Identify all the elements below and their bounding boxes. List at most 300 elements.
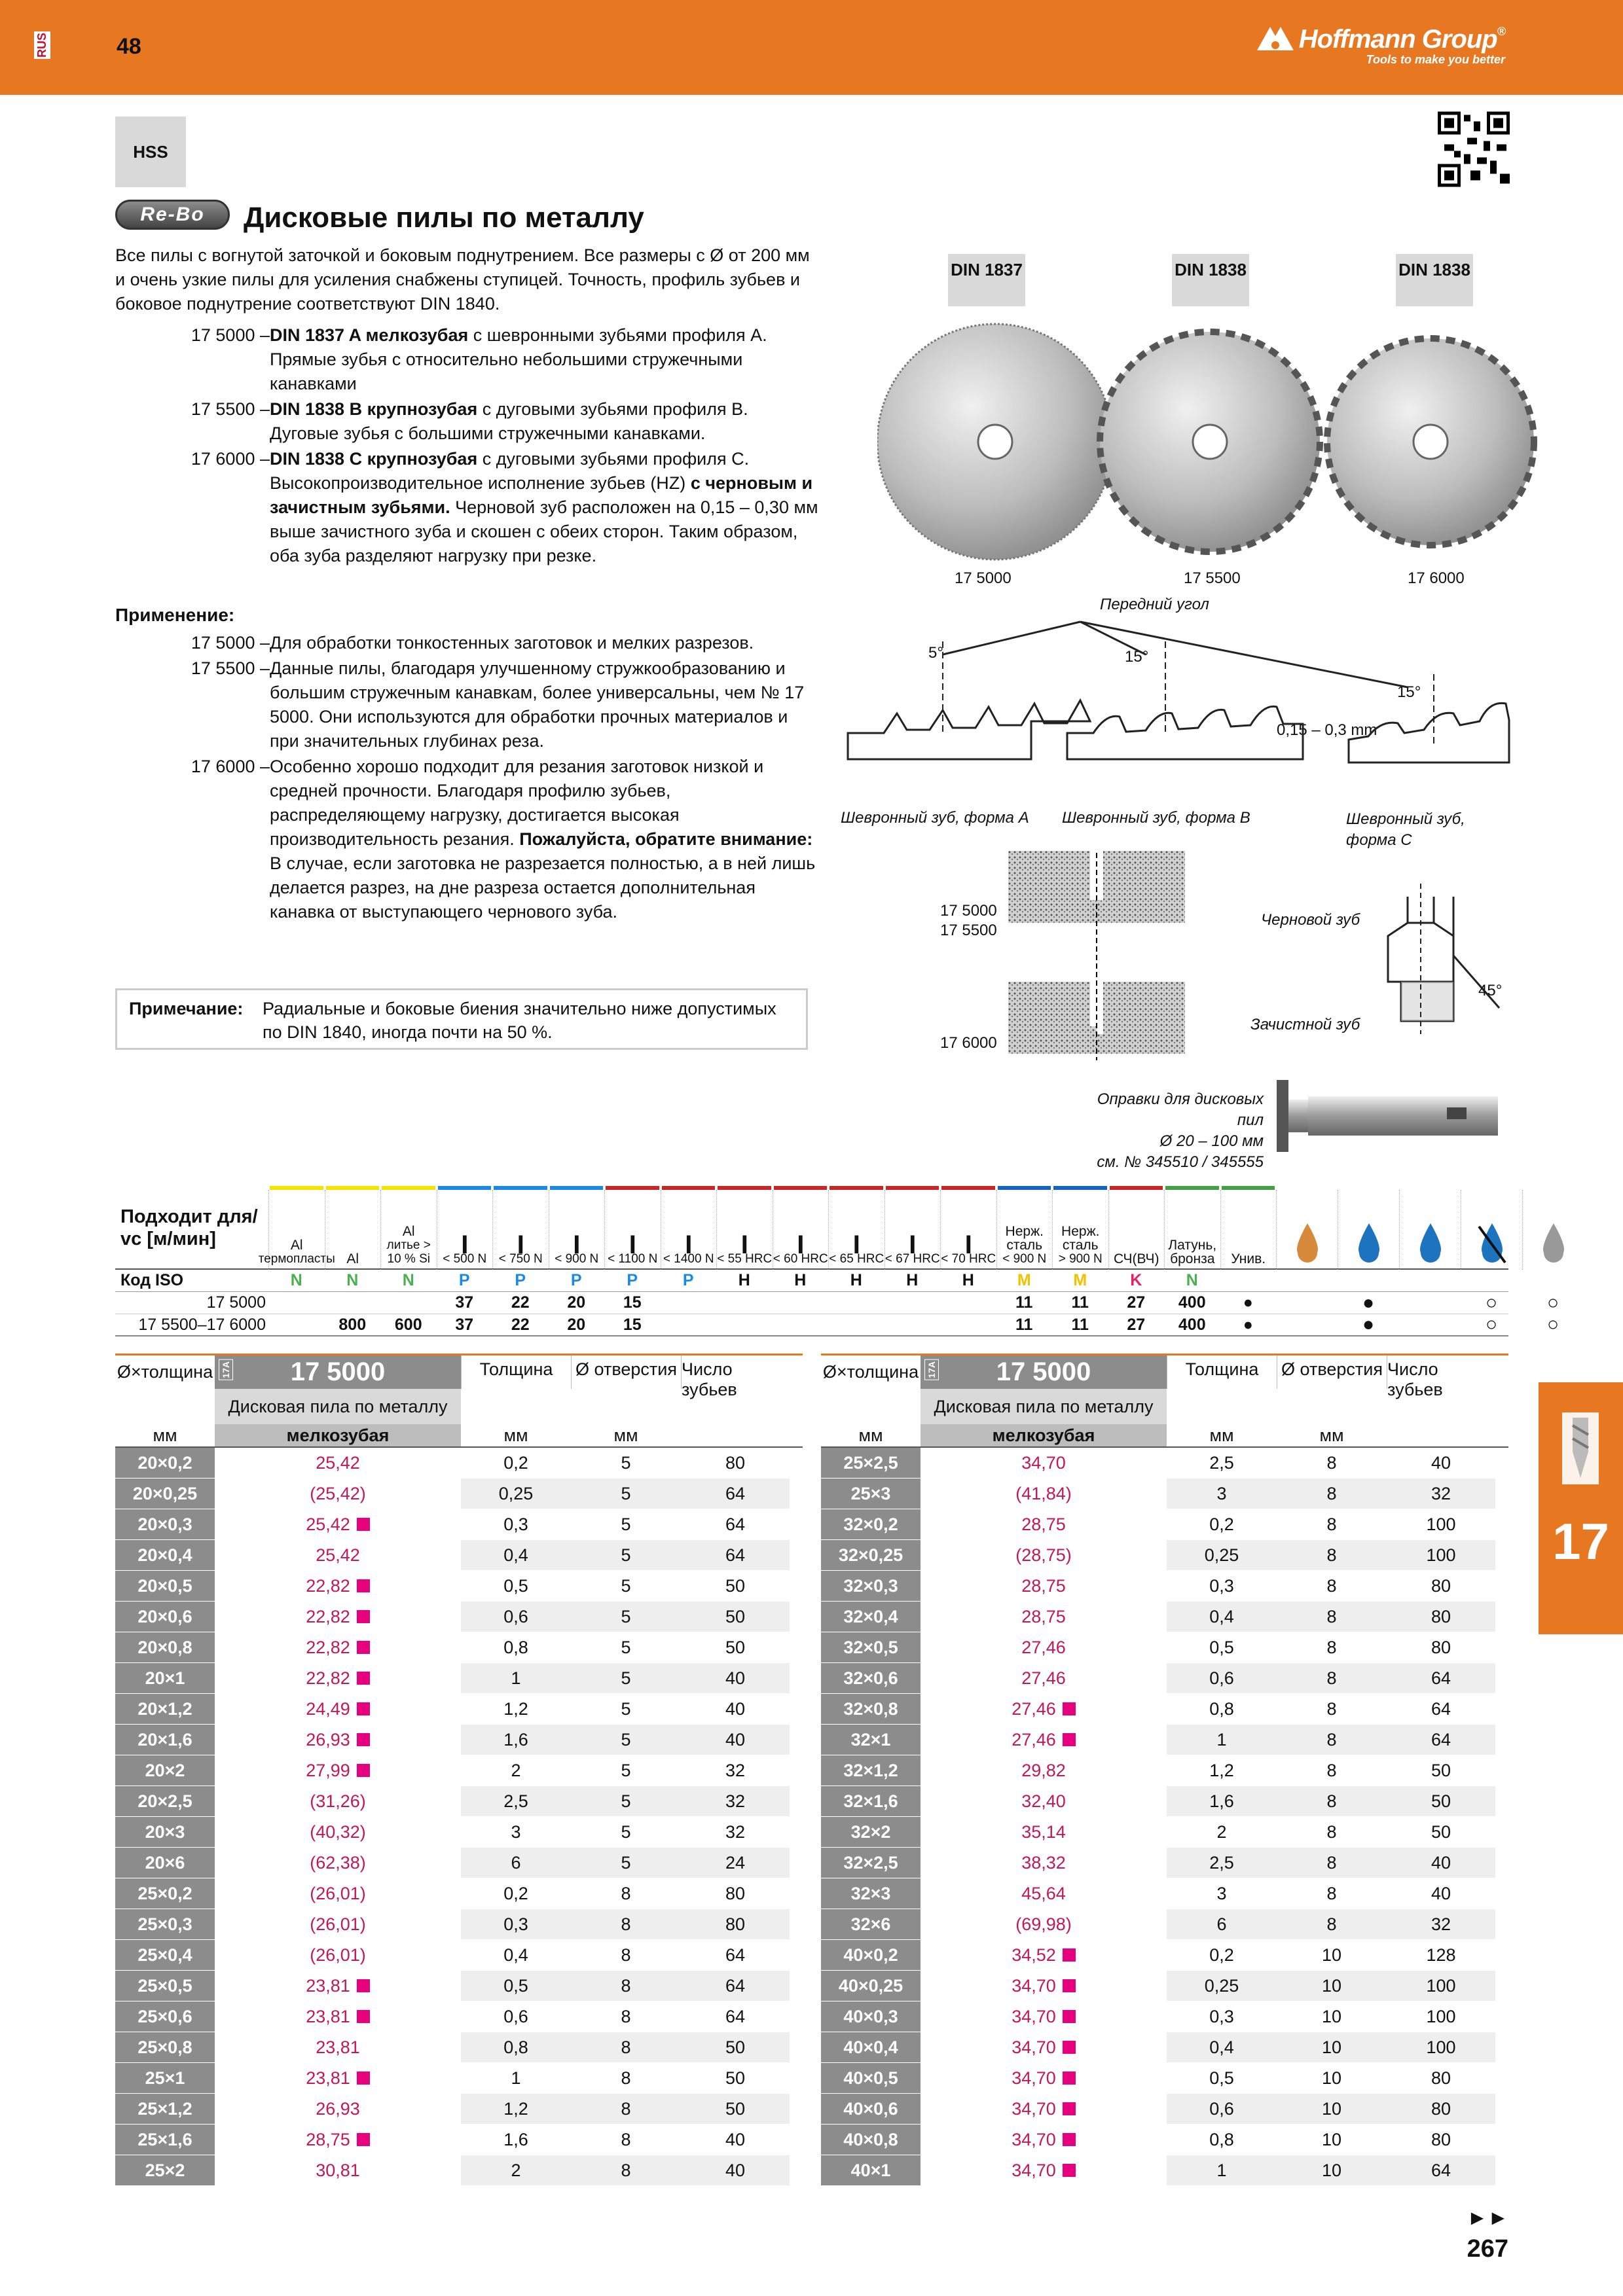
page-number: 267	[1467, 2235, 1508, 2263]
material-column-header	[716, 1190, 773, 1270]
price-value: 28,75	[306, 2129, 350, 2149]
teeth-cell: 80	[1387, 2094, 1495, 2124]
thickness-cell: 2,5	[1167, 1848, 1277, 1878]
thickness-cell: 0,2	[1209, 1514, 1234, 1534]
next-page-arrows[interactable]: ►►	[1467, 2206, 1508, 2229]
table-row	[115, 1878, 803, 1909]
cutting-speed-value: 27	[1127, 1315, 1146, 1334]
thickness-cell: 0,3	[461, 1909, 571, 1939]
iso-code: K	[1130, 1271, 1142, 1289]
thickness-cell: 6	[1167, 1909, 1277, 1939]
iso-code-row	[115, 1270, 1508, 1292]
size-cell: 25×1,6	[115, 2125, 215, 2155]
col-product	[921, 1355, 1167, 1389]
cutting-speed-value: 20	[567, 1315, 586, 1334]
material-spec: < 900 N	[1002, 1252, 1047, 1266]
table-subheader	[821, 1389, 1508, 1424]
material-column-header	[940, 1190, 996, 1270]
thickness-cell: 0,3	[503, 1514, 528, 1534]
cutting-speed-value: ●	[1243, 1315, 1253, 1334]
teeth-cell: 80	[1431, 1637, 1451, 1657]
teeth-cell: 64	[1431, 1698, 1451, 1719]
price-value: 34,70	[1021, 1452, 1066, 1473]
price-value: 34,70	[1012, 2160, 1056, 2180]
bore-cell: 8	[1277, 1848, 1387, 1878]
price-cell	[215, 1909, 461, 1939]
table-row	[115, 2032, 803, 2063]
teeth-cell: 100	[1426, 2006, 1456, 2026]
bore-cell: 10	[1321, 1945, 1342, 1965]
bore-cell: 10	[1277, 2032, 1387, 2062]
thickness-cell: 1,6	[461, 1725, 571, 1755]
caption-a: 17 5000	[955, 569, 1012, 587]
iso-code: N	[402, 1271, 414, 1289]
bore-cell: 8	[1277, 1540, 1387, 1570]
stock-marker	[357, 2133, 370, 2146]
product-description: Дисковая пила по металлу	[921, 1389, 1167, 1424]
teeth-cell: 100	[1387, 1971, 1495, 2001]
stock-marker	[1063, 2041, 1076, 2054]
thickness-cell: 0,8	[503, 1637, 528, 1657]
material-spec: < 70 HRC	[941, 1252, 996, 1266]
size-cell: 32×2	[821, 1817, 921, 1847]
price-cell	[215, 2094, 461, 2124]
size-cell: 32×0,3	[821, 1571, 921, 1601]
unit-label: мм	[613, 1425, 638, 1445]
price-cell	[921, 1509, 1167, 1539]
price-cell	[215, 1571, 461, 1601]
material-name: I	[740, 1230, 748, 1259]
size-cell: 20×0,3	[115, 1509, 215, 1539]
unit-label: мм	[503, 1425, 528, 1445]
cutting-speed-value	[268, 1314, 325, 1335]
teeth-cell: 32	[725, 1821, 746, 1842]
cutting-speed-value: 15	[623, 1315, 642, 1334]
suitability-row: 17 5000 37 22 20 15 11 11 27 400 ● ● ○ ○	[115, 1292, 1508, 1314]
teeth-cell: 80	[1431, 1575, 1451, 1596]
price-value: (25,42)	[310, 1483, 366, 1503]
type-item: 17 5000 – DIN 1837 A мелкозубая с шевронными зубьями профиля A. Прямые зубья с относительно небольшими стружечными канавками	[191, 325, 767, 393]
price-value: 32,40	[1021, 1791, 1066, 1811]
product-group-badge: 17A	[219, 1359, 233, 1380]
table-row	[821, 1940, 1508, 1971]
teeth-cell: 32	[681, 1786, 790, 1816]
mist-icon	[1522, 1190, 1584, 1270]
coolant-mark: ○	[1546, 1291, 1559, 1314]
material-spec: < 900 N	[555, 1252, 599, 1266]
bore-cell: 8	[621, 2129, 631, 2149]
price-value: 26,93	[316, 2098, 360, 2119]
price-cell	[215, 2032, 461, 2062]
price-cell	[921, 1786, 1167, 1816]
cutting-speed-value	[884, 1292, 941, 1314]
cutting-speed-value	[884, 1314, 941, 1335]
size-cell: 20×0,2	[115, 1448, 215, 1478]
thickness-cell: 1	[1167, 2155, 1277, 2185]
teeth-cell: 50	[1387, 1786, 1495, 1816]
material-column-header	[1052, 1190, 1108, 1270]
table-row	[115, 2125, 803, 2155]
price-value: 34,70	[1012, 2129, 1056, 2149]
table-row	[821, 1755, 1508, 1786]
saw-blade-c-icon	[1327, 338, 1534, 545]
stock-marker	[1063, 2072, 1076, 2085]
size-cell: 20×6	[115, 1848, 215, 1878]
iso-code: H	[794, 1271, 807, 1289]
thickness-cell: 1,2	[1209, 1760, 1234, 1780]
table-row	[115, 1725, 803, 1755]
size-cell: 20×0,4	[115, 1540, 215, 1570]
size-cell: 40×0,8	[821, 2125, 921, 2155]
material-spec: < 500 N	[443, 1252, 487, 1266]
size-cell: 40×0,25	[821, 1971, 921, 2001]
price-cell	[921, 1725, 1167, 1755]
teeth-cell: 50	[725, 1575, 746, 1596]
table-row	[821, 1663, 1508, 1694]
iso-code: N	[346, 1271, 359, 1289]
size-cell: 32×0,2	[821, 1509, 921, 1539]
teeth-cell: 50	[681, 1602, 790, 1632]
price-cell	[921, 1971, 1167, 2001]
material-spec: < 60 HRC	[773, 1252, 828, 1266]
iso-code: M	[1073, 1271, 1087, 1289]
table-row	[115, 1909, 803, 1940]
bore-cell: 10	[1321, 2129, 1342, 2149]
iso-code: P	[682, 1271, 694, 1289]
teeth-cell: 64	[725, 2006, 746, 2026]
page-title: Дисковые пилы по металлу	[244, 202, 644, 234]
table-row	[821, 1725, 1508, 1755]
price-value: 34,70	[1012, 2068, 1056, 2088]
thickness-cell: 0,5	[1209, 1637, 1234, 1657]
price-value: 22,82	[306, 1668, 350, 1688]
table-row	[115, 2001, 803, 2032]
price-value: 22,82	[306, 1575, 350, 1596]
hoffmann-logo-icon	[1257, 26, 1294, 52]
iso-code: P	[515, 1271, 526, 1289]
cutting-speed-value	[828, 1314, 884, 1335]
price-value: 24,49	[306, 1698, 350, 1719]
bore-cell: 8	[571, 2094, 681, 2124]
table-row	[821, 2032, 1508, 2063]
size-cell: 25×0,4	[115, 1940, 215, 1970]
thickness-cell: 6	[461, 1848, 571, 1878]
table-row	[821, 2155, 1508, 2186]
size-cell: 25×1	[115, 2063, 215, 2093]
size-cell: 25×2	[115, 2155, 215, 2185]
chapter-tab[interactable]	[1539, 1382, 1623, 1634]
cutting-speed-value	[773, 1314, 829, 1335]
material-column-header	[604, 1190, 661, 1270]
size-cell: 25×1,2	[115, 2094, 215, 2124]
size-cell: 40×0,4	[821, 2032, 921, 2062]
price-value: 22,82	[306, 1606, 350, 1626]
bore-cell: 5	[621, 1514, 631, 1534]
cutting-speed-value	[940, 1314, 996, 1335]
product-table-left	[115, 1354, 803, 2186]
bore-cell: 5	[571, 1540, 681, 1570]
teeth-cell: 40	[681, 1663, 790, 1693]
bore-cell: 8	[621, 1945, 631, 1965]
price-value: 27,46	[1021, 1668, 1066, 1688]
iso-code	[1220, 1270, 1277, 1291]
price-value: 27,46	[1021, 1637, 1066, 1657]
angle-b: 15°	[1125, 648, 1149, 666]
bore-cell: 8	[1326, 1452, 1337, 1473]
price-value: 22,82	[306, 1637, 350, 1657]
price-cell	[215, 1602, 461, 1632]
price-cell	[215, 1786, 461, 1816]
size-cell: 32×6	[821, 1909, 921, 1939]
price-value: 28,75	[1021, 1606, 1066, 1626]
teeth-cell: 80	[681, 1909, 790, 1939]
teeth-cell: 40	[681, 1725, 790, 1755]
stock-marker	[1063, 1948, 1076, 1962]
bore-cell: 10	[1321, 2068, 1342, 2088]
thickness-cell: 0,8	[461, 2032, 571, 2062]
price-value: 35,14	[1021, 1821, 1066, 1842]
cutting-speed-value: ●	[1243, 1293, 1253, 1312]
table-row	[115, 1817, 803, 1848]
stock-marker	[1063, 2010, 1076, 2023]
bore-cell: 8	[1277, 1479, 1387, 1509]
price-value: (40,32)	[310, 1821, 366, 1842]
price-cell	[921, 2094, 1167, 2124]
material-name: I	[461, 1230, 469, 1259]
size-cell: 32×3	[821, 1878, 921, 1909]
bore-cell: 5	[571, 1663, 681, 1693]
teeth-cell: 80	[1431, 2068, 1451, 2088]
bore-cell: 8	[1326, 1821, 1337, 1842]
table-row	[821, 1817, 1508, 1848]
bore-cell: 5	[621, 1821, 631, 1842]
material-name: I	[797, 1230, 805, 1259]
brand-tagline: Tools to make you better	[1366, 53, 1505, 66]
thickness-cell: 0,25	[461, 1479, 571, 1509]
coolant-mark: ○	[1485, 1291, 1498, 1314]
thickness-cell: 2	[1216, 1821, 1227, 1842]
cutting-speed-value	[661, 1314, 717, 1335]
bore-cell: 8	[571, 1909, 681, 1939]
material-column-header	[549, 1190, 605, 1270]
price-cell	[921, 1448, 1167, 1478]
price-value: (31,26)	[310, 1791, 366, 1811]
cut-label-3: 17 6000	[940, 1034, 997, 1052]
thickness-cell: 1,6	[1167, 1786, 1277, 1816]
teeth-cell: 64	[681, 1479, 790, 1509]
teeth-cell: 40	[1431, 1883, 1451, 1903]
material-name: I	[964, 1230, 972, 1259]
product-variant: мелкозубая	[921, 1424, 1167, 1446]
bore-cell: 10	[1277, 2155, 1387, 2185]
col-teeth: Число зубьев	[1387, 1355, 1495, 1389]
stock-marker	[357, 2010, 370, 2023]
price-cell	[215, 2063, 461, 2093]
size-cell: 20×0,6	[115, 1602, 215, 1632]
cutting-speed-value: 37	[455, 1315, 474, 1334]
stock-marker	[1063, 1979, 1076, 1992]
teeth-cell: 128	[1426, 1945, 1456, 1965]
price-cell	[921, 2001, 1167, 2032]
stock-marker	[357, 1518, 370, 1531]
material-column-header	[661, 1190, 717, 1270]
bore-cell: 10	[1277, 1971, 1387, 2001]
thickness-cell: 1,2	[503, 1698, 528, 1719]
rough-tooth-label: Черновой зуб	[1261, 911, 1360, 929]
price-value: (26,01)	[310, 1914, 366, 1934]
spray-icon	[1399, 1190, 1461, 1270]
teeth-cell: 100	[1426, 1514, 1456, 1534]
material-column-header	[996, 1190, 1053, 1270]
table-row	[821, 1786, 1508, 1817]
type-item: 17 6000 – DIN 1838 C крупнозубая с дуговыми зубьями профиля C. Высокопроизводительное исполнение зубьев (HZ) с черновым и зачистным зубьями. Черновой зуб расположен на 0,15 – 0,30 мм выше зачистного зуба и скошен с обеих сторон. Таким образом, оба зуба разделяют нагрузку при резке.	[191, 449, 818, 565]
bore-cell: 8	[621, 2006, 631, 2026]
price-value: 27,46	[1012, 1698, 1056, 1719]
thickness-cell: 0,2	[503, 1452, 528, 1473]
suitability-header	[115, 1186, 1508, 1270]
material-name: Латунь, бронза	[1168, 1238, 1217, 1266]
cutting-speed-value: 20	[567, 1293, 586, 1312]
table-row	[115, 2063, 803, 2094]
cutting-speed-value: 22	[511, 1315, 530, 1334]
col-bore: Ø отверстия	[571, 1355, 681, 1389]
price-cell	[921, 2063, 1167, 2093]
stock-marker	[357, 1733, 370, 1746]
stock-marker	[1063, 2102, 1076, 2115]
table-row	[821, 1909, 1508, 1940]
registered-mark: ®	[1497, 25, 1505, 38]
table-units	[821, 1424, 1508, 1448]
price-value: (26,01)	[310, 1945, 366, 1965]
oil-drop-icon	[1276, 1190, 1338, 1270]
teeth-cell: 80	[1431, 2129, 1451, 2149]
teeth-cell: 100	[1387, 2032, 1495, 2062]
cutting-speed-value: 400	[1178, 1315, 1206, 1334]
coolant-mark	[1276, 1314, 1338, 1335]
size-cell: 25×0,5	[115, 1971, 215, 2001]
teeth-cell: 40	[725, 2129, 746, 2149]
product-table-right	[821, 1354, 1508, 2186]
teeth-cell: 50	[681, 2032, 790, 2062]
size-cell: 32×1	[821, 1725, 921, 1755]
stock-marker	[1063, 2164, 1076, 2177]
material-spec: < 1100 N	[608, 1252, 658, 1266]
cutting-speed-value: 800	[338, 1315, 367, 1334]
thickness-cell: 0,8	[1209, 1698, 1234, 1719]
price-value: 23,81	[306, 2068, 350, 2088]
price-value: 29,82	[1021, 1760, 1066, 1780]
drill-icon	[1562, 1412, 1599, 1484]
table-row	[821, 1971, 1508, 2001]
bore-cell: 5	[571, 1848, 681, 1878]
table-row	[115, 1786, 803, 1817]
qr-code-icon[interactable]	[1438, 111, 1510, 187]
price-cell	[921, 1878, 1167, 1909]
cutting-speed-value	[325, 1292, 381, 1314]
teeth-cell: 80	[725, 1452, 746, 1473]
cut-label-2: 17 5500	[940, 922, 997, 939]
table-row	[821, 1479, 1508, 1509]
din-badge-c: DIN 1838	[1396, 254, 1473, 306]
water-drop-icon	[1338, 1190, 1399, 1270]
price-cell	[921, 1479, 1167, 1509]
arbor-text: Оправки для дисковых пил Ø 20 – 100 мм см. № 345510 / 345555	[1097, 1090, 1264, 1171]
type-list	[115, 323, 816, 568]
material-name: Al	[290, 1238, 303, 1253]
price-value: 34,52	[1012, 1945, 1056, 1965]
price-cell	[215, 1848, 461, 1878]
bore-cell: 8	[571, 2032, 681, 2062]
application-list	[115, 631, 816, 924]
price-value: 26,93	[306, 1729, 350, 1749]
teeth-cell: 50	[681, 2094, 790, 2124]
cutting-speed-value	[773, 1292, 829, 1314]
thickness-cell: 2	[461, 2155, 571, 2185]
size-cell: 32×0,25	[821, 1540, 921, 1570]
table-row	[821, 2063, 1508, 2094]
iso-code: P	[627, 1271, 638, 1289]
finish-tooth-label: Зачистной зуб	[1250, 1016, 1360, 1033]
bore-cell: 5	[571, 1602, 681, 1632]
thickness-cell: 3	[1167, 1479, 1277, 1509]
material-column-header	[1108, 1190, 1165, 1270]
size-cell: 32×0,6	[821, 1663, 921, 1693]
bore-cell: 8	[621, 1883, 631, 1903]
material-name: Al	[402, 1224, 415, 1239]
tooth-form-b-label: Шевронный зуб, форма B	[1062, 809, 1250, 827]
suitability-title: Подходит для/ vc [м/мин]	[120, 1206, 258, 1249]
cutting-speed-value	[716, 1314, 773, 1335]
table-row	[821, 1602, 1508, 1632]
teeth-cell: 24	[681, 1848, 790, 1878]
teeth-cell: 40	[681, 2155, 790, 2185]
teeth-cell: 64	[1387, 2155, 1495, 2185]
material-column-header	[1164, 1190, 1220, 1270]
note-box	[115, 988, 808, 1050]
material-column-header	[828, 1190, 884, 1270]
price-cell	[215, 2001, 461, 2032]
material-name: Нерж. сталь	[1005, 1224, 1044, 1253]
price-value: 34,70	[1012, 2006, 1056, 2026]
size-cell: 25×0,3	[115, 1909, 215, 1939]
material-name: I	[517, 1230, 524, 1259]
thickness-cell: 0,3	[1209, 1575, 1234, 1596]
stock-marker	[357, 1610, 370, 1623]
cutting-speed-value: 11	[1071, 1293, 1089, 1312]
size-cell: 32×1,2	[821, 1755, 921, 1785]
bore-cell: 8	[1326, 1883, 1337, 1903]
price-cell	[215, 1755, 461, 1785]
cutting-speed-value	[661, 1292, 717, 1314]
saw-blade-b-icon	[1100, 332, 1320, 552]
unit-label: мм	[858, 1425, 883, 1445]
stock-marker	[357, 1764, 370, 1777]
size-cell: 20×1,6	[115, 1725, 215, 1755]
material-column-header	[325, 1190, 381, 1270]
note-text: Радиальные и боковые биения значительно ниже допустимых по DIN 1840, иногда почти на 50 %.	[263, 999, 776, 1042]
teeth-cell: 64	[1387, 1725, 1495, 1755]
bore-cell: 8	[571, 2155, 681, 2185]
product-description: Дисковая пила по металлу	[215, 1389, 461, 1424]
price-value: 25,42	[316, 1545, 360, 1565]
table-row	[115, 1540, 803, 1571]
price-cell	[921, 1848, 1167, 1878]
col-diameter-thickness: Ø×толщина	[117, 1362, 213, 1382]
brand-logo	[1257, 25, 1505, 67]
price-value: 30,81	[316, 2160, 360, 2180]
no-coolant-icon	[1461, 1190, 1522, 1270]
thickness-cell: 0,3	[1209, 2006, 1234, 2026]
